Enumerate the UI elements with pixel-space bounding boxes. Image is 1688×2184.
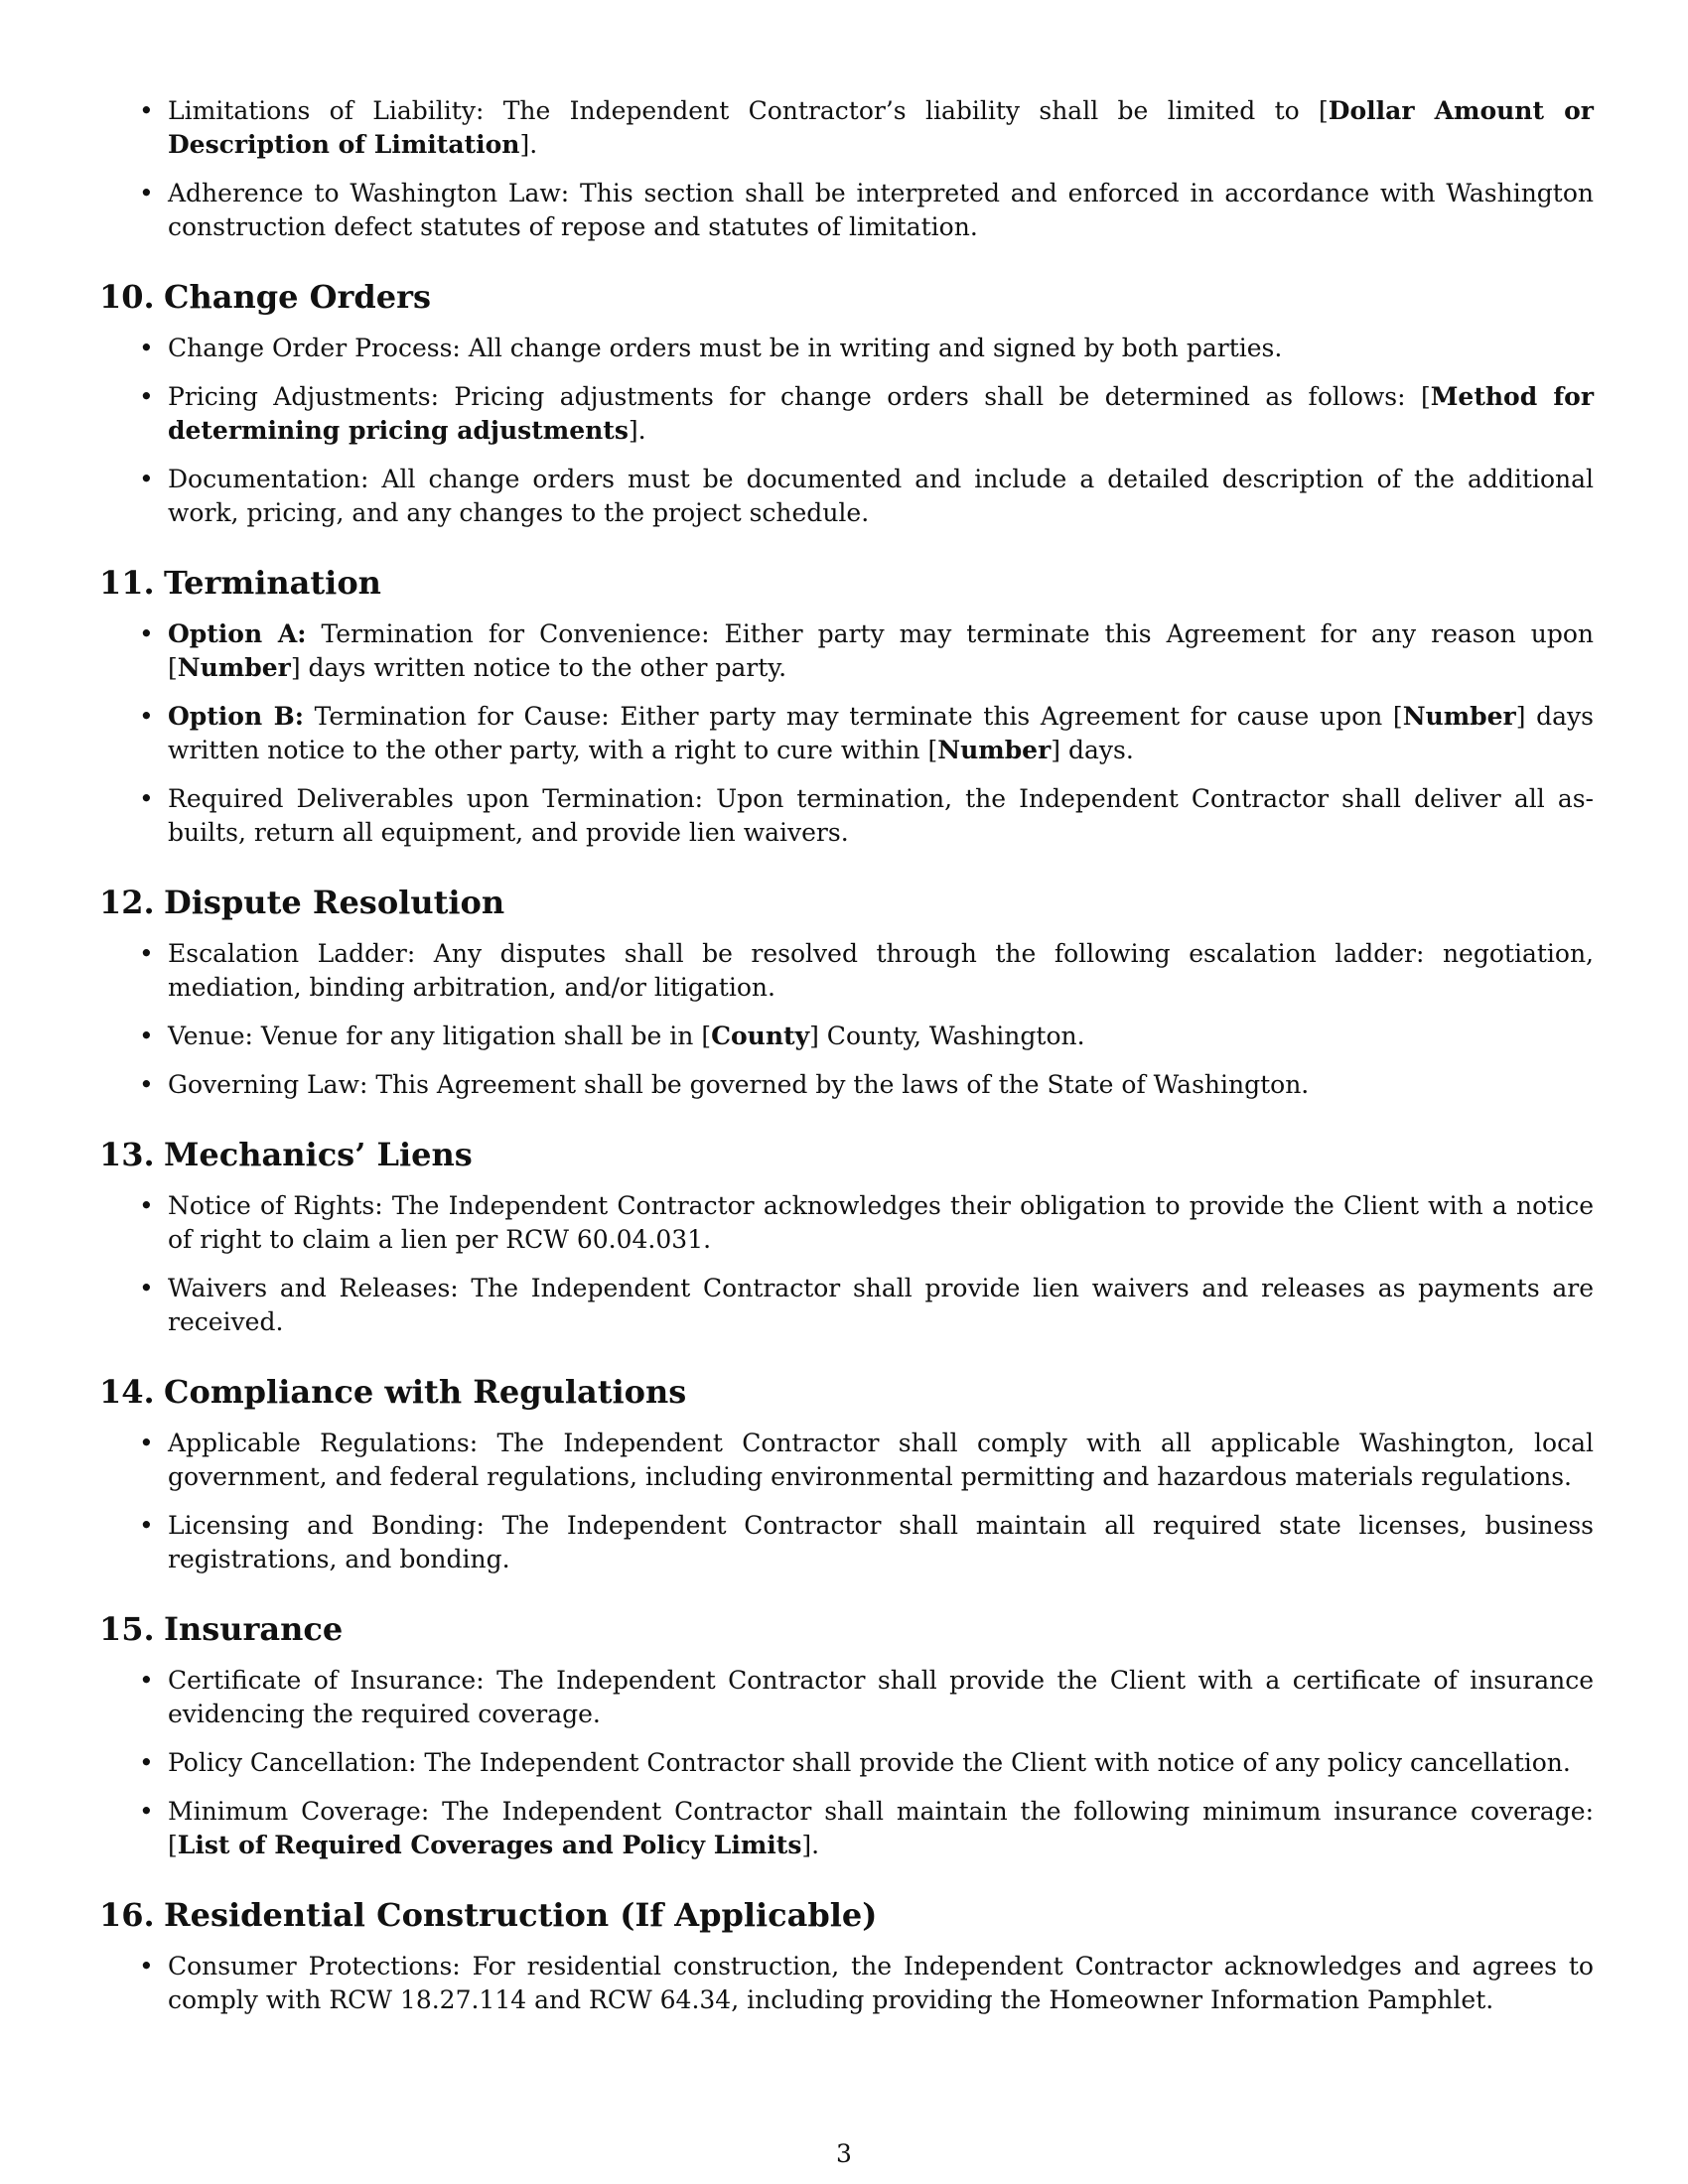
bullet-marker: • <box>139 179 154 207</box>
text-run: Documentation: All change orders must be documented and include a detailed description of the additional work, pricing, and any changes to the project schedule. <box>168 465 1594 527</box>
text-run: Applicable Regulations: The Independent Contractor shall comply with all applicable Washington, local government, and federal regulations, including environmental permitting and hazardous materials regulations. <box>168 1429 1594 1491</box>
list-item <box>99 1664 1594 1731</box>
text-run: Escalation Ladder: Any disputes shall be resolved through the following escalation ladder: negotiation, mediation, binding arbitration, and/or litigation. <box>168 939 1594 1002</box>
text-run: Licensing and Bonding: The Independent Contractor shall maintain all required state licenses, business registrations, and bonding. <box>168 1511 1594 1573</box>
text-run: Required Deliverables upon Termination: Upon termination, the Independent Contractor shall deliver all as-builts, return all equipment, and provide lien waivers. <box>168 784 1594 847</box>
section-number: 11. <box>99 564 155 602</box>
text-run: Governing Law: This Agreement shall be governed by the laws of the State of Washington. <box>168 1070 1310 1099</box>
text-run: Pricing Adjustments: Pricing adjustments for change orders shall be determined as follows: [ <box>168 382 1431 411</box>
continued-bullet-list <box>99 94 1594 244</box>
list-item <box>99 177 1594 244</box>
text-run: Policy Cancellation: The Independent Contractor shall provide the Client with notice of any policy cancellation. <box>168 1748 1571 1777</box>
section-bullet-list <box>99 1664 1594 1862</box>
section <box>99 884 1594 1102</box>
section-heading <box>99 1610 1594 1648</box>
bullet-marker: • <box>139 1952 154 1980</box>
section-number: 13. <box>99 1136 155 1173</box>
sections-container <box>99 278 1594 2017</box>
text-run: Consumer Protections: For residential construction, the Independent Contractor acknowledges and agrees to comply with RCW 18.27.114 and RCW 64.34, including providing the Homeowner Information Pamphlet. <box>168 1952 1594 2014</box>
bullet-marker: • <box>139 1022 154 1050</box>
bullet-marker: • <box>139 1070 154 1099</box>
bullet-marker: • <box>139 619 154 648</box>
list-item <box>99 1509 1594 1576</box>
bullet-marker: • <box>139 1191 154 1220</box>
bullet-marker: • <box>139 1666 154 1695</box>
bold-text-run: Number <box>1402 702 1516 731</box>
bullet-marker: • <box>139 1797 154 1826</box>
text-run: Minimum Coverage: The Independent Contractor shall maintain the following minimum insurance coverage: [ <box>168 1797 1594 1859</box>
section-bullet-list <box>99 937 1594 1102</box>
list-item <box>99 1427 1594 1494</box>
bullet-marker: • <box>139 334 154 362</box>
text-run: Venue: Venue for any litigation shall be in [ <box>168 1022 712 1050</box>
text-run: ]. <box>519 130 538 159</box>
list-item <box>99 782 1594 850</box>
section-bullet-list <box>99 617 1594 850</box>
list-item <box>99 1068 1594 1102</box>
list-item <box>99 332 1594 365</box>
section-number: 10. <box>99 278 155 316</box>
list-item <box>99 1272 1594 1339</box>
section-bullet-list <box>99 1950 1594 2017</box>
page-number: 3 <box>836 2139 852 2168</box>
section-number: 14. <box>99 1373 155 1411</box>
bullet-marker: • <box>139 465 154 493</box>
section-title: Insurance <box>164 1610 344 1648</box>
text-run: Certificate of Insurance: The Independent Contractor shall provide the Client with a certificate of insurance evidencing the required coverage. <box>168 1666 1594 1728</box>
section-title: Change Orders <box>164 278 431 316</box>
text-run: ] days. <box>1051 736 1134 764</box>
list-item <box>99 937 1594 1005</box>
text-run: Termination for Convenience: Either party may terminate this Agreement for any reason upon [ <box>168 619 1594 682</box>
list-item <box>99 463 1594 530</box>
bold-text-run: Dollar Amount or Description of Limitation <box>168 96 1594 159</box>
section <box>99 1136 1594 1339</box>
section-number: 12. <box>99 884 155 921</box>
section <box>99 1373 1594 1576</box>
list-item <box>99 617 1594 685</box>
section-bullet-list <box>99 1427 1594 1576</box>
section-heading <box>99 564 1594 602</box>
text-run: ]. <box>801 1831 820 1859</box>
section <box>99 1896 1594 2017</box>
section-bullet-list <box>99 332 1594 530</box>
text-run: ] County, Washington. <box>809 1022 1085 1050</box>
section <box>99 278 1594 530</box>
text-run: ]. <box>628 416 646 445</box>
list-item <box>99 380 1594 448</box>
text-run: Change Order Process: All change orders must be in writing and signed by both parties. <box>168 334 1283 362</box>
text-run: Termination for Cause: Either party may terminate this Agreement for cause upon [ <box>303 702 1403 731</box>
section-title: Compliance with Regulations <box>164 1373 687 1411</box>
bullet-marker: • <box>139 1274 154 1302</box>
section <box>99 564 1594 850</box>
section-title: Mechanics’ Liens <box>164 1136 473 1173</box>
section-heading <box>99 278 1594 316</box>
bullet-marker: • <box>139 382 154 411</box>
section-heading <box>99 884 1594 921</box>
section-title: Dispute Resolution <box>164 884 505 921</box>
bullet-marker: • <box>139 702 154 731</box>
list-item <box>99 1795 1594 1862</box>
text-run: Limitations of Liability: The Independent Contractor’s liability shall be limited to [ <box>168 96 1329 125</box>
bold-text-run: County <box>711 1022 810 1050</box>
bullet-marker: • <box>139 1511 154 1540</box>
list-item <box>99 1020 1594 1053</box>
section-bullet-list <box>99 1189 1594 1339</box>
bullet-marker: • <box>139 1748 154 1777</box>
text-run: ] days written notice to the other party. <box>290 653 787 682</box>
section-title: Termination <box>164 564 381 602</box>
list-item <box>99 700 1594 767</box>
bold-text-run: Option A: <box>168 619 307 648</box>
section-heading <box>99 1136 1594 1173</box>
section <box>99 1610 1594 1862</box>
bold-text-run: Method for determining pricing adjustments <box>168 382 1594 445</box>
section-number: 16. <box>99 1896 155 1934</box>
list-item <box>99 1950 1594 2017</box>
section-heading <box>99 1896 1594 1934</box>
bullet-marker: • <box>139 96 154 125</box>
list-item <box>99 94 1594 162</box>
bold-text-run: List of Required Coverages and Policy Limits <box>177 1831 802 1859</box>
continued-section <box>99 94 1594 244</box>
section-number: 15. <box>99 1610 155 1648</box>
bullet-marker: • <box>139 784 154 813</box>
bold-text-run: Option B: <box>168 702 304 731</box>
bullet-marker: • <box>139 1429 154 1457</box>
section-title: Residential Construction (If Applicable) <box>164 1896 878 1934</box>
text-run: Notice of Rights: The Independent Contractor acknowledges their obligation to provide the Client with a notice of right to claim a lien per RCW 60.04.031. <box>168 1191 1594 1254</box>
text-run: Adherence to Washington Law: This section shall be interpreted and enforced in accordance with Washington construction defect statutes of repose and statutes of limitation. <box>168 179 1594 241</box>
bullet-marker: • <box>139 939 154 968</box>
section-heading <box>99 1373 1594 1411</box>
list-item <box>99 1746 1594 1780</box>
list-item <box>99 1189 1594 1257</box>
text-run: ] days written notice to the other party, with a right to cure within [ <box>168 702 1595 764</box>
bold-text-run: Number <box>937 736 1052 764</box>
text-run: Waivers and Releases: The Independent Contractor shall provide lien waivers and releases as payments are received. <box>168 1274 1594 1336</box>
bold-text-run: Number <box>177 653 291 682</box>
document-body <box>99 94 1594 2051</box>
